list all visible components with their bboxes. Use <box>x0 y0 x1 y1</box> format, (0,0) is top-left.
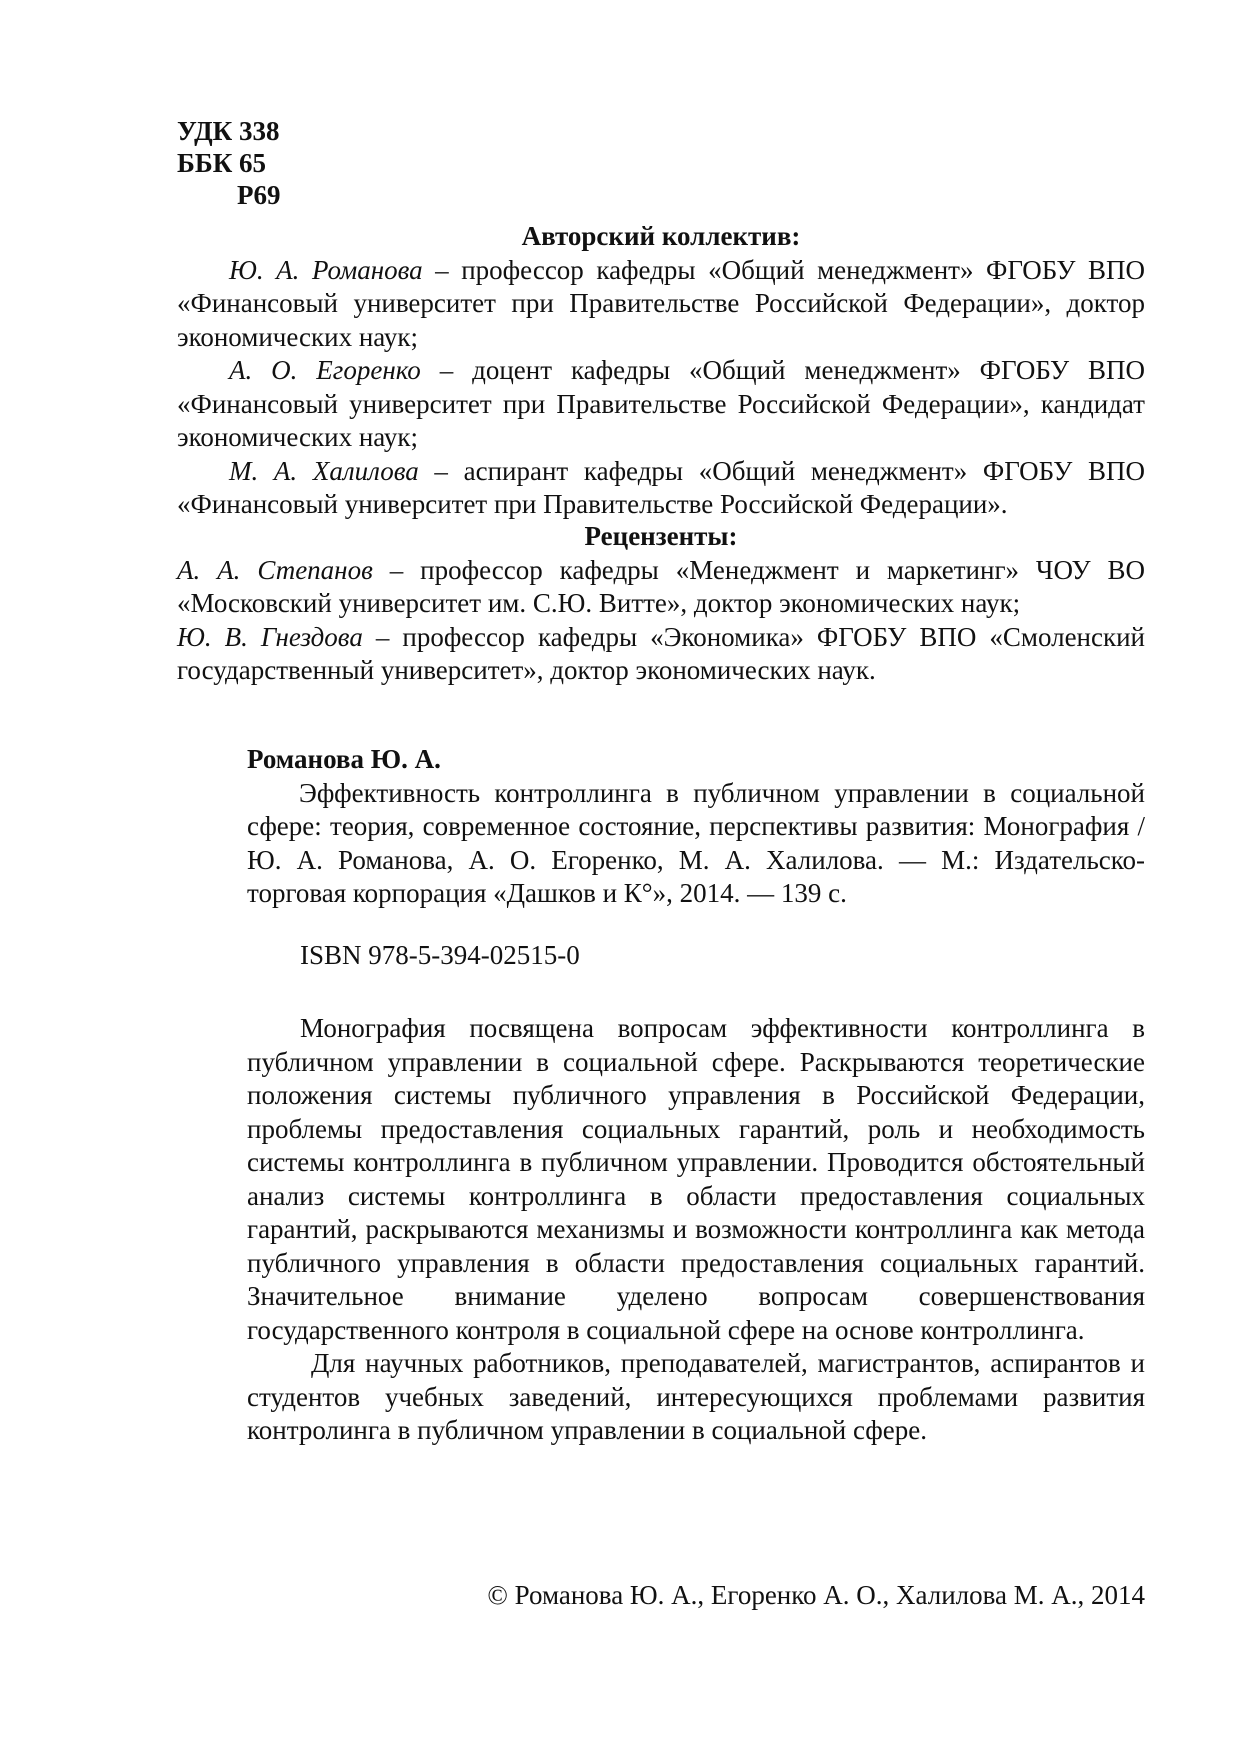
author-desc: – доцент кафедры «Общий менеджмент» ФГОБУ ВПО «Финансовый университет при Правительстве Российской Федерации», кандидат экономических наук; <box>177 355 1145 452</box>
author-name: А. О. Егоренко <box>229 355 421 385</box>
abstract <box>247 1012 1145 1448</box>
author-name: М. А. Халилова <box>229 455 419 486</box>
udk-code: УДК 338 <box>177 116 280 146</box>
authors-heading: Авторский коллектив: <box>521 221 801 251</box>
reviewers-heading: Рецензенты: <box>584 521 738 551</box>
author-entry <box>177 354 1145 455</box>
abstract-paragraph: Монография посвящена вопросам эффективности контроллинга в публичном управлении в социальной сфере. Раскрываются теоретические положения системы публичного управления в Российской Федерации, проблемы предоставления социальных гарантий, роль и необходимость системы контроллинга в публичном управлении. Проводится обстоятельный анализ системы контроллинга в области предоставления социальных гарантий, раскрываются механизмы и возможности контроллинга как метода публичного управления в области предоставления социальных гарантий. Значительное внимание уделено вопросам совершенствования государственного контроля в социальной сфере на основе контроллинга. <box>247 1013 1145 1345</box>
reviewer-name: А. А. Степанов <box>177 554 373 585</box>
reviewer-desc: – профессор кафедры «Менеджмент и маркетинг» ЧОУ ВО «Московский университет им. С.Ю. Витте», доктор экономических наук; <box>177 554 1145 618</box>
author-desc: – профессор кафедры «Общий менеджмент» ФГОБУ ВПО «Финансовый университет при Правительстве Российской Федерации», доктор экономических наук; <box>177 254 1145 352</box>
reviewer-entry <box>177 554 1145 621</box>
author-desc: – аспирант кафедры «Общий менеджмент» ФГОБУ ВПО «Финансовый университет при Правительстве Российской Федерации». <box>177 455 1145 519</box>
author-entry <box>177 455 1145 522</box>
reviewer-entry <box>177 621 1145 688</box>
authors-section <box>177 220 1145 522</box>
audience-paragraph: Для научных работников, преподавателей, магистрантов, аспирантов и студентов учебных заведений, интересующихся проблемами развития контролинга в публичном управлении в социальной сфере. <box>247 1348 1145 1445</box>
author-mark: Р69 <box>237 180 281 210</box>
copyright: © Романова Ю. А., Егоренко А. О., Халилова М. А., 2014 <box>487 1580 1145 1610</box>
author-entry <box>177 254 1145 355</box>
catalog-entry <box>247 743 1145 911</box>
catalog-description: Эффективность контроллинга в публичном управлении в социальной сфере: теория, современное состояние, перспективы развития: Монография / Ю. А. Романова, А. О. Егоренко, М. А. Халилова. — М.: Издательско-торговая корпорация «Дашков и К°», 2014. — 139 с. <box>247 777 1145 908</box>
catalog-author: Романова Ю. А. <box>247 744 441 774</box>
reviewers-section <box>177 520 1145 688</box>
isbn: ISBN 978-5-394-02515-0 <box>300 940 580 970</box>
author-name: Ю. А. Романова <box>229 254 423 285</box>
classification-codes <box>177 115 281 211</box>
reviewer-desc: – профессор кафедры «Экономика» ФГОБУ ВПО «Смоленский государственный университет», доктор экономических наук. <box>177 621 1146 685</box>
bbk-code: ББК 65 <box>177 148 267 178</box>
reviewer-name: Ю. В. Гнездова <box>177 621 363 652</box>
